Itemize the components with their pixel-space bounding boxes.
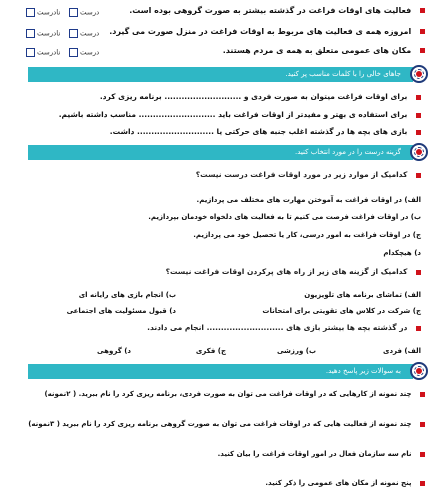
bullet-icon — [420, 29, 425, 34]
false-label: نادرست — [37, 48, 61, 57]
mc-option[interactable]: الف) تماشای برنامه های تلویزیون — [304, 291, 421, 299]
mc-question-2 — [166, 267, 421, 276]
mc-question-3 — [147, 323, 421, 332]
tf-item-3 — [223, 46, 425, 55]
tf-options-1 — [24, 8, 99, 17]
blank-item-1 — [100, 92, 421, 101]
answer-question-2 — [28, 420, 425, 428]
bullet-icon — [420, 452, 425, 457]
bullet-icon — [416, 326, 421, 331]
section-badge-icon — [410, 65, 428, 83]
banner-text: گزینه درست را در مورد انتخاب کنید. — [295, 148, 401, 156]
false-checkbox[interactable] — [26, 48, 35, 57]
bullet-icon — [416, 113, 421, 118]
section-banner-fill-blanks — [28, 67, 413, 82]
false-checkbox[interactable] — [26, 29, 35, 38]
bullet-icon — [420, 481, 425, 486]
blank-item-text: بازی های بچه ها در گذشته اغلب جنبه های حرکتی یا ........................... داشت. — [109, 127, 408, 136]
mc-option[interactable]: ب) انجام بازی های رایانه ای — [78, 291, 176, 299]
bullet-icon — [420, 8, 425, 13]
mc-option[interactable]: الف) فردی — [383, 347, 421, 355]
section-banner-multiple-choice — [28, 145, 413, 160]
true-label: درست — [80, 48, 100, 57]
bullet-icon — [420, 48, 425, 53]
banner-text: به سوالات زیر پاسخ دهید. — [325, 367, 401, 375]
blank-item-text: برای اوقات فراغت میتوان به صورت فردی و ........................... برنامه ریزی کرد. — [99, 92, 408, 101]
blank-item-3 — [110, 127, 421, 136]
bullet-icon — [420, 392, 425, 397]
mc-option[interactable]: ب) ورزشی — [276, 347, 316, 355]
true-checkbox[interactable] — [69, 48, 78, 57]
bullet-icon — [416, 270, 421, 275]
question-text: نام سه سازمان فعال در امور اوقات فراغت را بیان کنید. — [217, 450, 412, 458]
tf-item-text: امروزه همه ی فعالیت های مربوط به اوقات فراغت در منزل صورت می گیرد. — [109, 27, 412, 36]
question-text: در گذشته بچه ها بیشتر بازی های ........................... انجام می دادند. — [147, 323, 408, 332]
section-badge-icon — [410, 362, 428, 380]
mc-option[interactable]: الف) در اوقات فراغت به آموختن مهارت های مختلف می پردازیم. — [196, 196, 421, 204]
false-label: نادرست — [37, 8, 61, 17]
question-text: چند نمونه از کارهایی که در اوقات فراغت می توان به صورت فردی، برنامه ریزی کرد را نام ببرید. ( ۲نمونه) — [44, 390, 412, 398]
question-text: پنج نمونه از مکان های عمومی را ذکر کنید. — [265, 479, 412, 487]
section-badge-icon — [410, 143, 428, 161]
tf-item-1 — [129, 6, 425, 15]
tf-options-2 — [24, 29, 99, 38]
tf-item-text: مکان های عمومی متعلق به همه ی مردم هستند. — [222, 46, 412, 55]
tf-item-text: فعالیت های اوقات فراغت در گذشته بیشتر به صورت گروهی بوده است. — [129, 6, 412, 15]
question-text: کدامیک از گزینه های زیر از راه های پرکردن اوقات فراغت نیست؟ — [165, 267, 408, 276]
mc-option[interactable]: ج) شرکت در کلاس های تقویتی برای امتحانات — [262, 307, 421, 315]
tf-item-2 — [109, 27, 425, 36]
answer-question-3 — [218, 450, 425, 458]
section-banner-short-answer — [28, 364, 413, 379]
false-label: نادرست — [37, 29, 61, 38]
true-label: درست — [80, 29, 100, 38]
bullet-icon — [416, 173, 421, 178]
tf-options-3 — [24, 48, 99, 57]
true-label: درست — [80, 8, 100, 17]
mc-option[interactable]: د) هیچکدام — [383, 249, 421, 257]
blank-item-text: برای استفاده ی بهتر و مفیدتر از اوقات فراغت باید ........................... مناسب داشته باشیم. — [58, 110, 408, 119]
question-text: کدامیک از موارد زیر در مورد اوقات فراغت درست نیست؟ — [195, 170, 408, 179]
answer-question-1 — [44, 390, 425, 398]
mc-option[interactable]: د) قبول مسئولیت های اجتماعی — [66, 307, 176, 315]
mc-option[interactable]: د) گروهی — [97, 347, 131, 355]
mc-option[interactable]: ب) در اوقات فراغت فرصت می کنیم تا به فعالیت های دلخواه خودمان بپردازیم. — [148, 213, 421, 221]
bullet-icon — [416, 130, 421, 135]
true-checkbox[interactable] — [69, 8, 78, 17]
question-text: چند نمونه از فعالیت هایی که در اوقات فراغت می توان به صورت گروهی برنامه ریزی کرد را نام ببرید ( ۳نمونه) — [28, 420, 412, 428]
false-checkbox[interactable] — [26, 8, 35, 17]
blank-item-2 — [59, 110, 421, 119]
banner-text: جاهای خالی را با کلمات مناسب پر کنید. — [285, 70, 401, 78]
bullet-icon — [416, 95, 421, 100]
bullet-icon — [420, 422, 425, 427]
mc-option[interactable]: ج) فکری — [195, 347, 226, 355]
answer-question-4 — [265, 479, 425, 487]
mc-question-1 — [196, 170, 421, 179]
true-checkbox[interactable] — [69, 29, 78, 38]
mc-option[interactable]: ج) در اوقات فراغت به امور درسی، کار یا تحصیل خود می پردازیم. — [193, 231, 421, 239]
